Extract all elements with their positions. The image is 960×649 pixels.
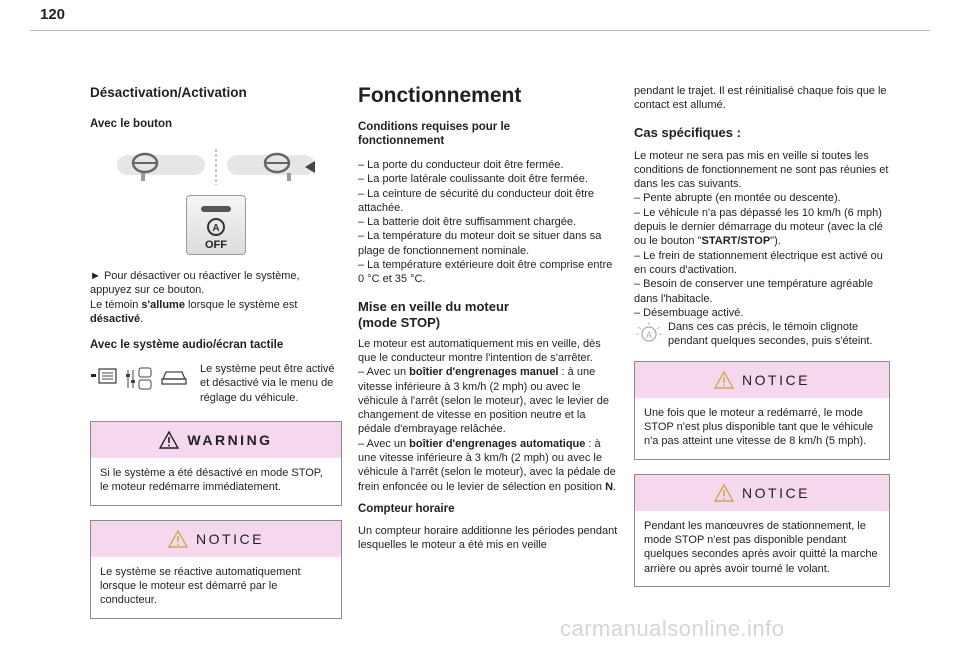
counter-text-continued: pendant le trajet. Il est réinitialisé chaque fois que le contact est allumé. [634,85,887,112]
condition-item: – La ceinture de sécurité du conducteur doit être attachée. [358,187,595,214]
special-cases-title: Cas spécifiques : [634,124,741,140]
notice-title: NOTICE [742,484,810,501]
stop-start-blink-icon [634,320,664,346]
notice-box-restart [634,361,890,460]
page-number: 120 [40,6,66,23]
notice-triangle-icon [714,484,734,502]
notice-title: NOTICE [742,371,810,388]
divider-icon [211,147,221,187]
counter-title: Compteur horaire [358,502,455,515]
notice-title: NOTICE [196,530,264,547]
paragraph-press-button: ► Pour désactiver ou réactiver le système, appuyez sur ce bouton. Le témoin s'allume lorsque le système est désactivé. [90,270,300,325]
warning-title: WARNING [187,432,273,449]
condition-item: – La température extérieure doit être comprise entre 0 °C et 35 °C. [358,259,613,286]
notice-triangle-icon [168,530,188,548]
notice-triangle-icon [714,371,734,389]
steering-wheel-left-icon [115,147,207,187]
conditions-title: Conditions requises pour le fonctionnement [358,121,511,147]
condition-item: – La température du moteur doit se situer dans sa plage de fonctionnement nominale. [358,230,602,257]
warning-text: Si le système a été désactivé en mode STOP, le moteur redémarre immédiatement. [100,467,323,494]
counter-text: Un compteur horaire additionne les périodes pendant lesquelles le moteur a été mis en veille [358,524,618,552]
condition-item: – La batterie doit être suffisamment chargée. [358,216,577,229]
conditions-list [358,158,618,287]
special-cases-text: Le moteur ne sera pas mis en veille si toutes les conditions de fonctionnement ne sont pas réunies et dans les cas suivants. – Pente abrupte (en montée ou descente). – Le véhicule n'a pas dépassé les 10 km/h (6 mph) depuis le dernier démarrage du moteur (avec la clé ou le bouton "START/STOP"). – Le frein de stationnement électrique est activé ou en cours d'activation. – Besoin de conserver une température agréable dans l'habitacle. – Désembuage activé. [634,149,889,319]
svg-text:A: A [212,223,220,234]
notice-box [90,520,342,619]
notice-text: Pendant les manœuvres de stationnement, le mode STOP n'est pas disponible pendant quelques secondes après avoir quitté la marche arrière ou après avoir tourné le volant. [644,519,878,575]
notice-text: Le système se réactive automatiquement lorsque le moteur est démarré par le conducteur. [100,565,301,607]
notice-box-parking [634,474,890,587]
header-rule [30,30,930,31]
notice-text: Une fois que le moteur a redémarré, le mode STOP n'est plus disponible tant que le véhicule n'a pas atteint une vitesse de 8 km/h (5 mph). [644,406,874,448]
section-title-operation: Fonctionnement [358,84,522,107]
subtitle-audio: Avec le système audio/écran tactile [90,339,284,352]
stop-mode-text: Le moteur est automatiquement mis en veille, dès que le conducteur montre l'intention de s'arrêter. – Avec un boîtier d'engrenages manuel : à une vitesse inférieure à 3 km/h (2 mph) ou avec le véhicule à l'arrêt (selon le moteur), avec le levier de changement de vitesse en position neutre et la pédale d'embrayage relâchée. – Avec un boîtier d'engrenages automatique : à une vitesse inférieure à 3 km/h (2 mph) ou avec le véhicule à l'arrêt (selon le moteur), avec la pédale de frein enfoncée ou le levier de sélection en position N. [358,337,617,493]
blink-text: Dans ces cas précis, le témoin clignote pendant quelques secondes, puis s'éteint. [668,321,873,348]
stop-start-off-icon [187,196,245,254]
watermark: carmanualsonline.info [560,616,785,641]
stop-start-off-button[interactable] [186,195,246,255]
warning-triangle-icon [159,431,179,449]
condition-item: – La porte latérale coulissante doit être fermée. [358,173,588,186]
stop-mode-title: Mise en veille du moteur (mode STOP) [358,298,509,330]
svg-text:A: A [645,330,653,341]
column-operation [358,84,618,553]
steering-wheel-illustration [90,147,342,187]
audio-text-first: Le système peut être activé et désactivé via le menu de réglage du véhicule. [200,363,335,404]
menu-icon [90,366,118,388]
warning-box [90,421,342,506]
off-label: OFF [205,239,227,251]
blink-row [634,320,890,349]
steering-wheel-right-icon [225,147,317,187]
condition-item: – La porte du conducteur doit être fermée. [358,159,564,171]
column-deactivation [90,84,342,619]
section-title-deactivation: Désactivation/Activation [90,85,247,100]
audio-icons-row [90,362,342,405]
vehicle-settings-icon [124,366,154,392]
column-special-cases [634,84,890,587]
subtitle-button: Avec le bouton [90,118,172,130]
car-icon [160,366,188,388]
